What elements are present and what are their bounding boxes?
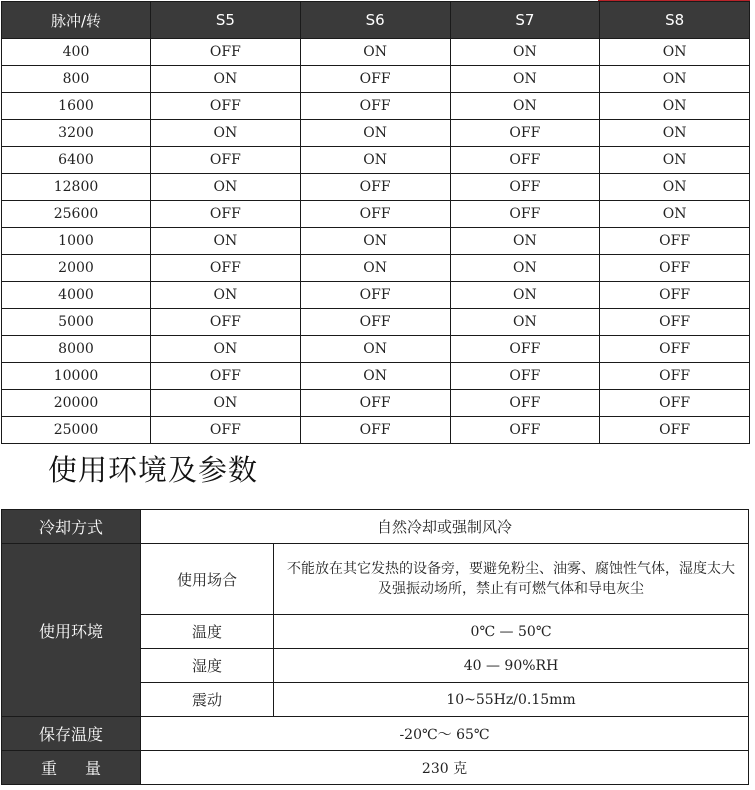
dip-table-body bbox=[2, 39, 750, 444]
table-row bbox=[2, 147, 750, 174]
place-row bbox=[2, 544, 749, 615]
table-row bbox=[2, 66, 750, 93]
pulse-value-cell: 400 bbox=[2, 39, 151, 66]
table-row bbox=[2, 201, 750, 228]
cooling-row bbox=[2, 510, 749, 544]
switch-state-cell: OFF bbox=[600, 228, 750, 255]
table-row bbox=[2, 417, 750, 444]
header-s7: S7 bbox=[450, 2, 600, 39]
switch-state-cell: OFF bbox=[600, 417, 750, 444]
switch-state-cell: OFF bbox=[300, 201, 450, 228]
switch-state-cell: OFF bbox=[300, 417, 450, 444]
environment-label: 使用环境 bbox=[2, 544, 141, 717]
switch-state-cell: OFF bbox=[600, 309, 750, 336]
section-title: 使用环境及参数 bbox=[48, 453, 259, 487]
switch-state-cell: OFF bbox=[600, 336, 750, 363]
pulse-value-cell: 8000 bbox=[2, 336, 151, 363]
switch-state-cell: OFF bbox=[300, 282, 450, 309]
vibration-label: 震动 bbox=[141, 683, 274, 717]
switch-state-cell: ON bbox=[300, 255, 450, 282]
switch-state-cell: OFF bbox=[600, 390, 750, 417]
table-row bbox=[2, 390, 750, 417]
switch-state-cell: OFF bbox=[300, 390, 450, 417]
switch-state-cell: OFF bbox=[151, 363, 301, 390]
table-row bbox=[2, 93, 750, 120]
table-row bbox=[2, 336, 750, 363]
humidity-label: 湿度 bbox=[141, 649, 274, 683]
table-row bbox=[2, 174, 750, 201]
switch-state-cell: OFF bbox=[450, 174, 600, 201]
temperature-label: 温度 bbox=[141, 615, 274, 649]
storage-value: -20℃～ 65℃ bbox=[141, 717, 749, 751]
switch-state-cell: ON bbox=[151, 66, 301, 93]
pulse-value-cell: 5000 bbox=[2, 309, 151, 336]
pulse-value-cell: 2000 bbox=[2, 255, 151, 282]
switch-state-cell: ON bbox=[450, 228, 600, 255]
switch-state-cell: OFF bbox=[300, 174, 450, 201]
dip-switch-table bbox=[1, 1, 750, 444]
header-s8: S8 bbox=[600, 2, 750, 39]
table-row bbox=[2, 363, 750, 390]
header-s6: S6 bbox=[300, 2, 450, 39]
switch-state-cell: ON bbox=[450, 39, 600, 66]
switch-state-cell: OFF bbox=[151, 201, 301, 228]
switch-state-cell: OFF bbox=[450, 363, 600, 390]
place-label: 使用场合 bbox=[141, 544, 274, 615]
switch-state-cell: OFF bbox=[151, 417, 301, 444]
switch-state-cell: ON bbox=[600, 39, 750, 66]
pulse-value-cell: 12800 bbox=[2, 174, 151, 201]
switch-state-cell: OFF bbox=[600, 363, 750, 390]
header-pulses-per-rev: 脉冲/转 bbox=[2, 2, 151, 39]
weight-label bbox=[2, 751, 141, 785]
weight-label-text: 重量 bbox=[40, 759, 129, 778]
switch-state-cell: ON bbox=[450, 66, 600, 93]
switch-state-cell: ON bbox=[450, 282, 600, 309]
switch-state-cell: ON bbox=[450, 93, 600, 120]
switch-state-cell: ON bbox=[450, 309, 600, 336]
weight-row bbox=[2, 751, 749, 785]
pulse-value-cell: 800 bbox=[2, 66, 151, 93]
switch-state-cell: ON bbox=[600, 147, 750, 174]
switch-state-cell: ON bbox=[600, 93, 750, 120]
switch-state-cell: ON bbox=[450, 255, 600, 282]
table-row bbox=[2, 39, 750, 66]
dip-header-row bbox=[2, 2, 750, 39]
humidity-value: 40 — 90%RH bbox=[274, 649, 749, 683]
pulse-value-cell: 1600 bbox=[2, 93, 151, 120]
weight-value: 230 克 bbox=[141, 751, 749, 785]
switch-state-cell: OFF bbox=[450, 201, 600, 228]
switch-state-cell: OFF bbox=[450, 417, 600, 444]
pulse-value-cell: 4000 bbox=[2, 282, 151, 309]
switch-state-cell: OFF bbox=[151, 309, 301, 336]
vibration-value: 10~55Hz/0.15mm bbox=[274, 683, 749, 717]
header-s5: S5 bbox=[151, 2, 301, 39]
pulse-value-cell: 3200 bbox=[2, 120, 151, 147]
switch-state-cell: ON bbox=[600, 120, 750, 147]
switch-state-cell: ON bbox=[300, 120, 450, 147]
switch-state-cell: OFF bbox=[151, 255, 301, 282]
switch-state-cell: ON bbox=[300, 228, 450, 255]
switch-state-cell: ON bbox=[300, 363, 450, 390]
temperature-value: 0℃ — 50℃ bbox=[274, 615, 749, 649]
pulse-value-cell: 10000 bbox=[2, 363, 151, 390]
switch-state-cell: OFF bbox=[450, 147, 600, 174]
table-row bbox=[2, 282, 750, 309]
pulse-value-cell: 20000 bbox=[2, 390, 151, 417]
switch-state-cell: OFF bbox=[151, 147, 301, 174]
pulse-value-cell: 25000 bbox=[2, 417, 151, 444]
table-row bbox=[2, 228, 750, 255]
switch-state-cell: ON bbox=[151, 336, 301, 363]
pulse-value-cell: 6400 bbox=[2, 147, 151, 174]
pulse-value-cell: 1000 bbox=[2, 228, 151, 255]
cooling-value: 自然冷却或强制风冷 bbox=[141, 510, 749, 544]
switch-state-cell: ON bbox=[300, 39, 450, 66]
switch-state-cell: OFF bbox=[600, 255, 750, 282]
switch-state-cell: OFF bbox=[450, 120, 600, 147]
table-row bbox=[2, 255, 750, 282]
switch-state-cell: OFF bbox=[151, 39, 301, 66]
switch-state-cell: ON bbox=[600, 174, 750, 201]
switch-state-cell: OFF bbox=[151, 93, 301, 120]
table-row bbox=[2, 309, 750, 336]
switch-state-cell: ON bbox=[300, 147, 450, 174]
switch-state-cell: ON bbox=[600, 66, 750, 93]
switch-state-cell: OFF bbox=[450, 390, 600, 417]
storage-label: 保存温度 bbox=[2, 717, 141, 751]
pulse-value-cell: 25600 bbox=[2, 201, 151, 228]
environment-parameters-table bbox=[1, 509, 749, 785]
table-row bbox=[2, 120, 750, 147]
switch-state-cell: ON bbox=[151, 228, 301, 255]
switch-state-cell: ON bbox=[151, 390, 301, 417]
switch-state-cell: OFF bbox=[300, 309, 450, 336]
cooling-label: 冷却方式 bbox=[2, 510, 141, 544]
place-value: 不能放在其它发热的设备旁，要避免粉尘、油雾、腐蚀性气体，湿度太大及强振动场所，禁止有可燃气体和导电灰尘 bbox=[274, 544, 749, 615]
switch-state-cell: ON bbox=[300, 336, 450, 363]
switch-state-cell: ON bbox=[151, 120, 301, 147]
switch-state-cell: OFF bbox=[300, 93, 450, 120]
switch-state-cell: OFF bbox=[450, 336, 600, 363]
switch-state-cell: OFF bbox=[300, 66, 450, 93]
switch-state-cell: ON bbox=[151, 174, 301, 201]
switch-state-cell: ON bbox=[600, 201, 750, 228]
storage-row bbox=[2, 717, 749, 751]
switch-state-cell: ON bbox=[151, 282, 301, 309]
switch-state-cell: OFF bbox=[600, 282, 750, 309]
